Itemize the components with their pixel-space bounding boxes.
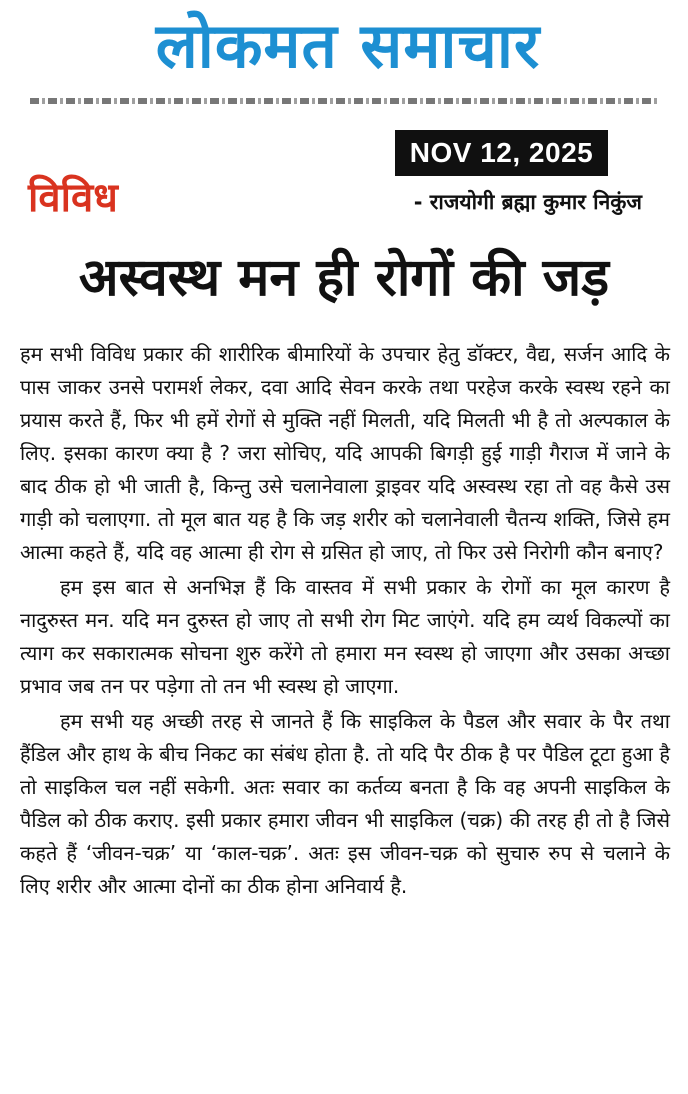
date-badge: NOV 12, 2025 — [395, 130, 608, 176]
masthead — [0, 0, 688, 100]
author-byline: - राजयोगी ब्रह्मा कुमार निकुंज — [413, 190, 642, 214]
article-paragraph: हम सभी यह अच्छी तरह से जानते हैं कि साइकिल के पैडल और सवार के पैर तथा हैंडिल और हाथ के बीच निकट का संबंध होता है. तो यदि पैर ठीक है पर पैडिल टूटा हुआ है तो साइकिल चल नहीं सकेगी. अतः सवार का कर्तव्य बनता है कि वह अपनी साइकिल के पैडिल को ठीक कराए. इसी प्रकार हमारा जीवन भी साइकिल (चक्र) की तरह ही तो है जिसे कहते हैं ‘जीवन-चक्र’ या ‘काल-चक्र’. अतः इस जीवन-चक्र को सुचारु रुप से चलाने के लिए शरीर और आत्मा दोनों का ठीक होना अनिवार्य है. — [20, 709, 670, 898]
newspaper-logo: लोकमत समाचार — [155, 9, 541, 82]
article-headline: अस्वस्थ मन ही रोगों की जड़ — [78, 248, 610, 308]
article-paragraph: हम इस बात से अनभिज्ञ हैं कि वास्तव में सभी प्रकार के रोगों का मूल कारण है नादुरुस्त मन. यदि मन दुरुस्त हो जाए तो सभी रोग मिट जाएंगे. यदि हम व्यर्थ विकल्पों का त्याग कर सकारात्मक सोचना शुरु करेंगे तो हमारा मन स्वस्थ हो जाएगा और उसका अच्छा प्रभाव जब तन पर पड़ेगा तो तन भी स्वस्थ हो जाएगा. — [20, 575, 670, 698]
section-label: विविध — [28, 175, 118, 221]
article-body — [20, 338, 670, 905]
article-paragraph: हम सभी विविध प्रकार की शारीरिक बीमारियों के उपचार हेतु डॉक्टर, वैद्य, सर्जन आदि के पास जाकर उनसे परामर्श लेकर, दवा आदि सेवन करके तथा परहेज करके स्वस्थ रहने का प्रयास करते हैं, फिर भी हमें रोगों से मुक्ति नहीं मिलती, यदि मिलती भी है तो अल्पकाल के लिए. इसका कारण क्या है ? जरा सोचिए, यदि आपकी बिगड़ी हुई गाड़ी गैराज में जाने के बाद ठीक हो भी जाती है, किन्तु उसे चलानेवाला ड्राइवर यदि अस्वस्थ रहा तो वह कैसे उस गाड़ी को चलाएगा. तो मूल बात यह है कि जड़ शरीर को चलानेवाली चैतन्य शक्ति, जिसे हम आत्मा कहते हैं, यदि वह आत्मा ही रोग से ग्रसित हो जाए, तो फिर उसे निरोगी कौन बनाए? — [20, 342, 670, 564]
masthead-divider — [30, 98, 660, 104]
